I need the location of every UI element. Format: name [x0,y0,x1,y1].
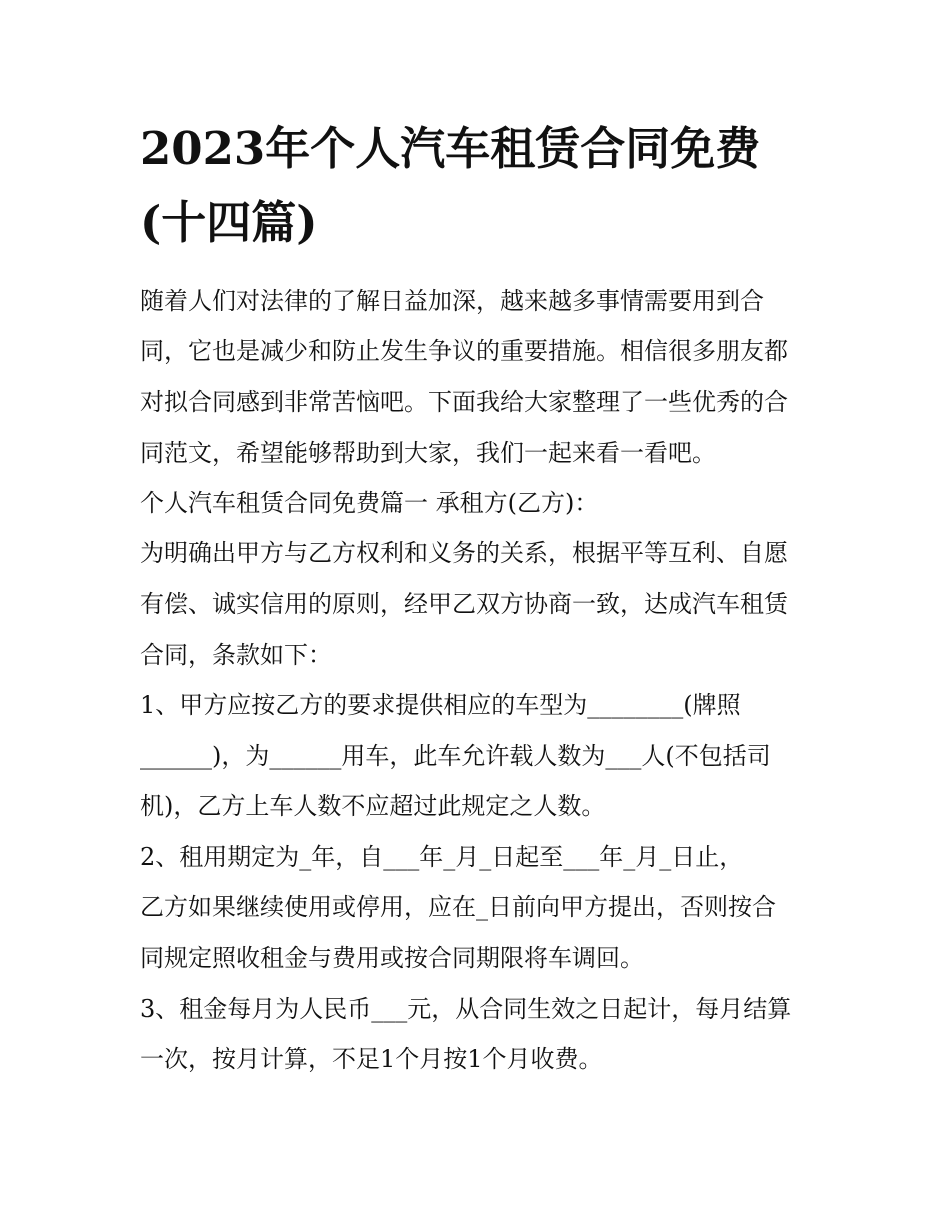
clause-line: 一次，按月计算，不足1个月按1个月收费。 [140,1045,603,1073]
body-line: 合同，条款如下： [140,641,332,669]
clause-line: 3、租金每月为人民币___元，从合同生效之日起计，每月结算 [140,995,792,1023]
body-line: 同范文，希望能够帮助到大家，我们一起来看一看吧。 [140,439,716,467]
body-line: 同，它也是减少和防止发生争议的重要措施。相信很多朋友都 [140,337,788,365]
clause-line: ______)，为______用车，此车允许载人数为___人(不包括司 [140,742,771,770]
title-line-2: (十四篇) [140,196,318,249]
clause-line: 乙方如果继续使用或停用，应在_日前向甲方提出，否则按合 [140,893,776,921]
clause-line: 2、租用期定为_年，自___年_月_日起至___年_月_日止， [140,843,744,871]
clause-line: 1、甲方应按乙方的要求提供相应的车型为________(牌照 [140,691,741,719]
body-line: 对拟合同感到非常苦恼吧。下面我给大家整理了一些优秀的合 [140,388,788,416]
body-line: 随着人们对法律的了解日益加深，越来越多事情需要用到合 [140,287,764,315]
title-line-1: 2023年个人汽车租赁合同免费 [140,122,761,175]
clause-line: 同规定照收租金与费用或按合同期限将车调回。 [140,944,644,972]
clause-line: 机)，乙方上车人数不应超过此规定之人数。 [140,792,606,820]
section-heading: 个人汽车租赁合同免费篇一 承租方(乙方)： [140,489,599,517]
body-line: 为明确出甲方与乙方权利和义务的关系，根据平等互利、自愿 [140,539,788,567]
document-title [140,112,820,260]
body-line: 有偿、诚实信用的原则，经甲乙双方协商一致，达成汽车租赁 [140,590,788,618]
